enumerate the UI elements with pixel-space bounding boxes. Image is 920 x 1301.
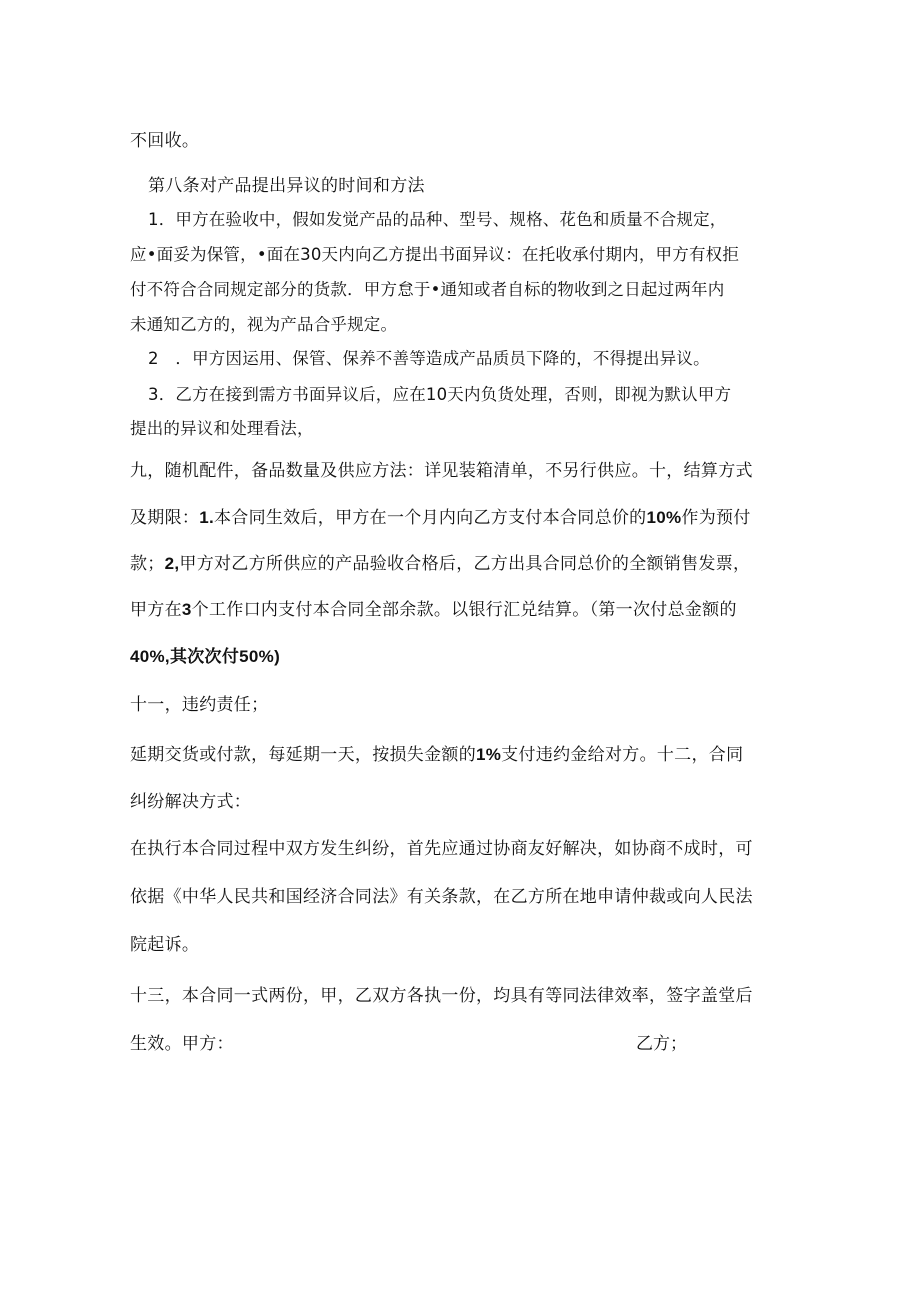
bold-number: 3 xyxy=(181,600,192,619)
text-line: 院起诉。 xyxy=(130,935,200,955)
text-line: 不回收。 xyxy=(130,131,200,151)
text-segment: 支付违约金给对方。十二，合同 xyxy=(501,745,744,765)
text-segment: 本合同生效后，甲方在一个月内向乙方支付本合同总价的 xyxy=(213,508,647,528)
text-line: 九，随机配件，备品数量及供应方法：详见装箱清单，不另行供应。十，结算方式 xyxy=(130,461,753,481)
section-heading: 第八条对产品提出异议的时间和方法 xyxy=(148,176,425,196)
text-line xyxy=(130,599,737,621)
text-segment: 甲方对乙方所供应的产品验收合格后，乙方出具合同总价的全额销售发票， xyxy=(179,554,751,574)
signature-party-b: 乙方； xyxy=(636,1034,687,1054)
text-line: 付不符合合同规定部分的货款．甲方怠于•通知或者自标的物收到之日起过两年内 xyxy=(130,280,725,299)
text-line: 在执行本合同过程中双方发生纠纷，首先应通过协商友好解决，如协商不成时，可 xyxy=(130,839,753,859)
signature-party-a: 生效。甲方： xyxy=(130,1034,234,1054)
bold-number: 1. xyxy=(199,508,214,527)
text-segment: 款； xyxy=(130,554,165,574)
text-line xyxy=(130,507,751,529)
text-line: 2 ．甲方因运用、保管、保养不善等造成产品质员下降的，不得提出异议。 xyxy=(148,349,710,368)
text-line xyxy=(130,744,743,766)
text-segment: 个工作口内支付本合同全部余款。以银行汇兑结算。（第一次付总金额的 xyxy=(191,600,737,620)
text-line xyxy=(130,553,750,575)
text-line: 应•面妥为保管，•面在30天内向乙方提出书面异议：在托收承付期内，甲方有权拒 xyxy=(130,245,740,264)
text-line: 未通知乙方的，视为产品合乎规定。 xyxy=(130,315,398,334)
text-line: 十一，违约责任； xyxy=(130,695,269,715)
text-line: 纠纷解决方式： xyxy=(130,792,252,812)
text-line: 1．甲方在验收中，假如发觉产品的品种、型号、规格、花色和质量不合规定， xyxy=(148,210,727,229)
text-line: 十三，本合同一式两份，甲，乙双方各执一份，均具有等同法律效率，签字盖堂后 xyxy=(130,986,753,1006)
text-segment: 甲方在 xyxy=(130,600,182,620)
text-line xyxy=(130,646,280,668)
bold-number: 10% xyxy=(646,508,682,527)
text-segment: 作为预付 xyxy=(681,508,751,528)
bold-number: 1% xyxy=(476,745,502,764)
text-line: 提出的异议和处理看法， xyxy=(130,419,314,438)
text-segment: 延期交货或付款，每延期一天，按损失金额的 xyxy=(130,745,476,765)
text-line: 3．乙方在接到需方书面异议后，应在10天内负货处理，否则，即视为默认甲方 xyxy=(148,385,732,404)
text-line: 依据《中华人民共和国经济合同法》有关条款，在乙方所在地申请仲裁或向人民法 xyxy=(130,887,753,907)
bold-number: 40%, xyxy=(130,647,170,666)
bold-number: 2, xyxy=(164,554,180,573)
bold-text: 其次次付 xyxy=(169,647,240,666)
text-segment: 及期限： xyxy=(130,508,200,528)
bold-number: 50%) xyxy=(239,647,281,666)
